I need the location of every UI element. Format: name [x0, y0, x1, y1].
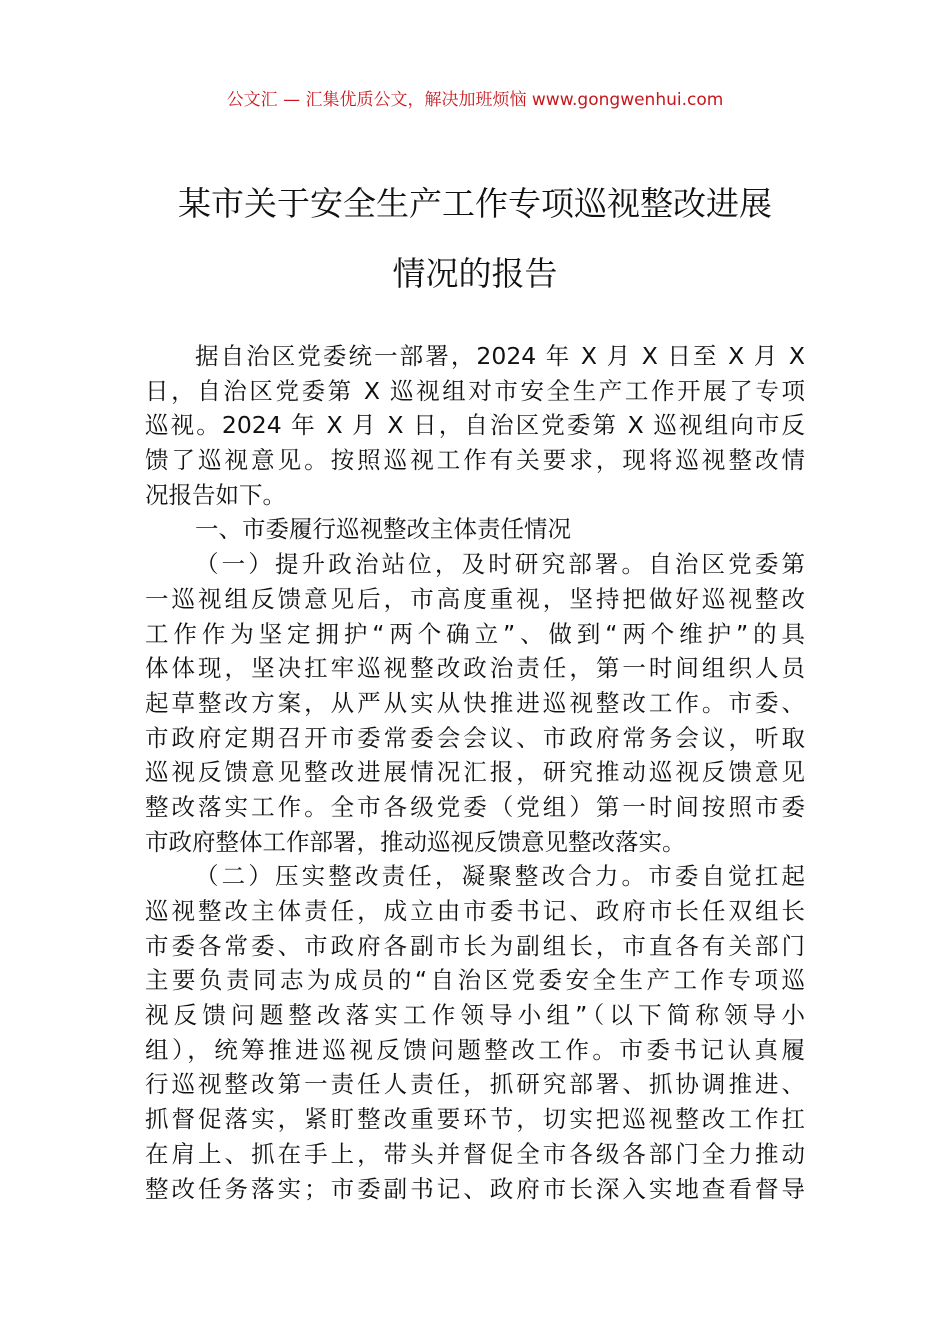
text-line: （一）提升政治站位，及时研究部署。自治区党委第 [195, 550, 805, 579]
text-line: 体体现，坚决扛牢巡视整改政治责任，第一时间组织人员 [145, 654, 805, 683]
text-line: 整改落实工作。全市各级党委（党组）第一时间按照市委 [145, 792, 805, 821]
text-line: 市委各常委、市政府各副市长为副组长，市直各有关部门 [145, 931, 805, 960]
text-line: 市政府定期召开市委常委会会议、市政府常务会议，听取 [145, 723, 805, 752]
text-line: 市政府整体工作部署，推动巡视反馈意见整改落实。 [145, 827, 686, 856]
text-line: 行巡视整改第一责任人责任，抓研究部署、抓协调推进、 [145, 1070, 805, 1099]
text-line: 整改任务落实；市委副书记、政府市长深入实地查看督导 [145, 1174, 805, 1203]
document-title-line-2: 情况的报告 [392, 254, 558, 293]
text-line: 巡视反馈意见整改进展情况汇报，研究推动巡视反馈意见 [145, 758, 805, 787]
website-banner: 公文汇 — 汇集优质公文，解决加班烦恼 www.gongwenhui.com [226, 90, 724, 110]
text-line: 日，自治区党委第 X 巡视组对市安全生产工作开展了专项 [145, 376, 805, 405]
text-line: 视反馈问题整改落实工作领导小组”（以下简称领导小 [145, 1001, 805, 1030]
text-line: 馈了巡视意见。按照巡视工作有关要求，现将巡视整改情 [145, 446, 805, 475]
text-line: 在肩上、抓在手上，带头并督促全市各级各部门全力推动 [145, 1139, 805, 1168]
text-line: 工作作为坚定拥护“两个确立”、做到“两个维护”的具 [145, 619, 805, 648]
text-line: 主要负责同志为成员的“自治区党委安全生产工作专项巡 [145, 966, 805, 995]
text-line: 据自治区党委统一部署，2024 年 X 月 X 日至 X 月 X [195, 342, 805, 370]
text-line: （二）压实整改责任，凝聚整改合力。市委自觉扛起 [195, 862, 805, 891]
text-line: 一巡视组反馈意见后，市高度重视，坚持把做好巡视整改 [145, 584, 805, 613]
text-line: 巡视整改主体责任，成立由市委书记、政府市长任双组长 [145, 897, 805, 925]
document-title-line-1: 某市关于安全生产工作专项巡视整改进展 [178, 184, 772, 223]
document-body [145, 339, 805, 1206]
text-line: 一、市委履行巡视整改主体责任情况 [195, 515, 571, 544]
text-line: 组），统筹推进巡视反馈问题整改工作。市委书记认真履 [145, 1035, 805, 1064]
text-line: 抓督促落实，紧盯整改重要环节，切实把巡视整改工作扛 [145, 1105, 805, 1134]
text-line: 况报告如下。 [145, 480, 286, 509]
text-line: 起草整改方案，从严从实从快推进巡视整改工作。市委、 [145, 688, 805, 717]
text-line: 巡视。2024 年 X 月 X 日，自治区党委第 X 巡视组向市反 [145, 411, 805, 440]
